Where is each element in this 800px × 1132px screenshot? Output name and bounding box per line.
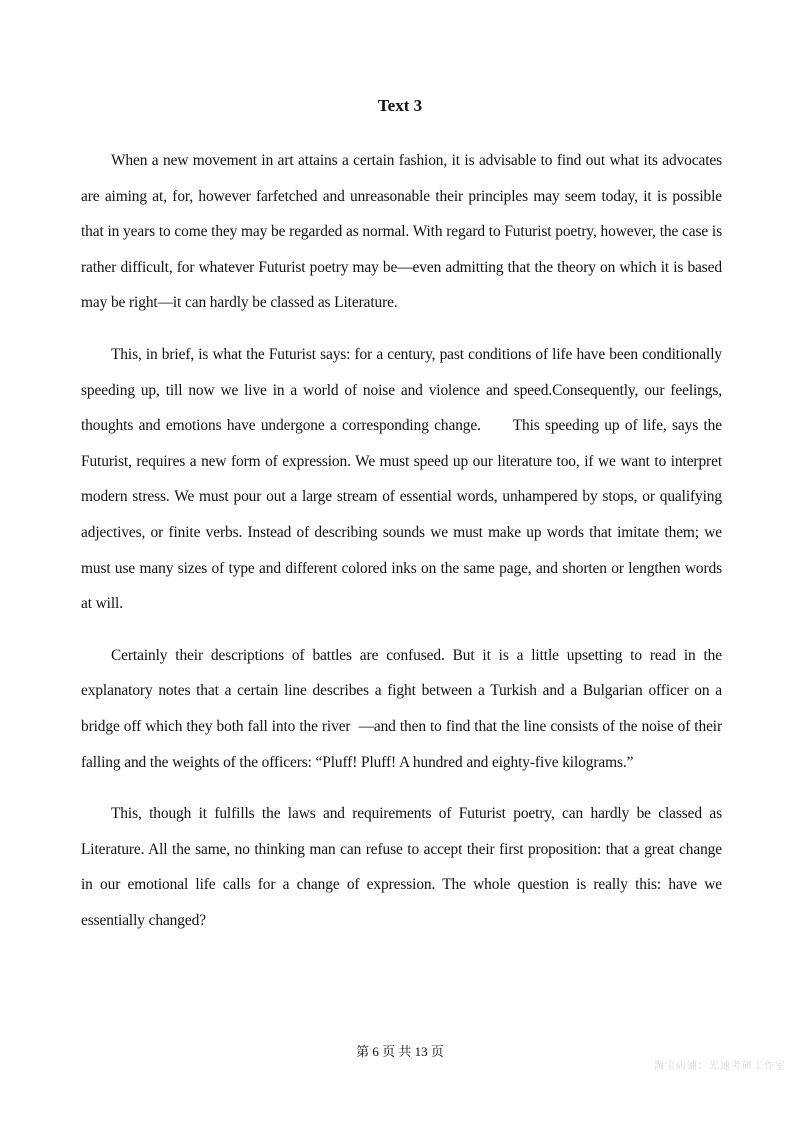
document-body: [81, 143, 726, 954]
page-number-footer: 第 6 页 共 13 页: [356, 1044, 444, 1059]
paragraph-3: Certainly their descriptions of battles are confused. But it is a little upsetting to read in the explanatory notes that a certain line describes a fight between a Turkish and a Bulgarian officer on a bridge off which they both fall into the river —and then to find that the line consists of the noise of their falling and the weights of the officers: “Pluff! Pluff! A hundred and eighty-five kilograms.”: [81, 646, 726, 771]
document-title: Text 3: [377, 96, 423, 115]
watermark: 淘宝店铺：光速考研工作室: [654, 1061, 786, 1072]
paragraph-4: This, though it fulfills the laws and requirements of Futurist poetry, can hardly be classed as Literature. All the same, no thinking man can refuse to accept their first proposition: that a great change in our emotional life calls for a change of expression. The whole question is really this: have we essentially changed?: [81, 805, 722, 929]
paragraph-1: When a new movement in art attains a certain fashion, it is advisable to find out what its advocates are aiming at, for, however farfetched and unreasonable their principles may seem today, it is possible that in years to come they may be regarded as normal. With regard to Futurist poetry, however, the case is rather difficult, for whatever Futurist poetry may be—even admitting that the theory on which it is based may be right—it can hardly be classed as Literature.: [81, 152, 722, 312]
paragraph-2: This, in brief, is what the Futurist says: for a century, past conditions of life have been conditionally speeding up, till now we live in a world of noise and violence and speed.Consequently, our feelings, thoughts and emotions have undergone a corresponding change. This speeding up of life, says the Futurist, requires a new form of expression. We must speed up our literature too, if we want to interpret modern stress. We must pour out a large stream of essential words, unhampered by stops, or qualifying adjectives, or finite verbs. Instead of describing sounds we must make up words that imitate them; we must use many sizes of type and different colored inks on the same page, and shorten or lengthen words at will.: [81, 345, 726, 613]
